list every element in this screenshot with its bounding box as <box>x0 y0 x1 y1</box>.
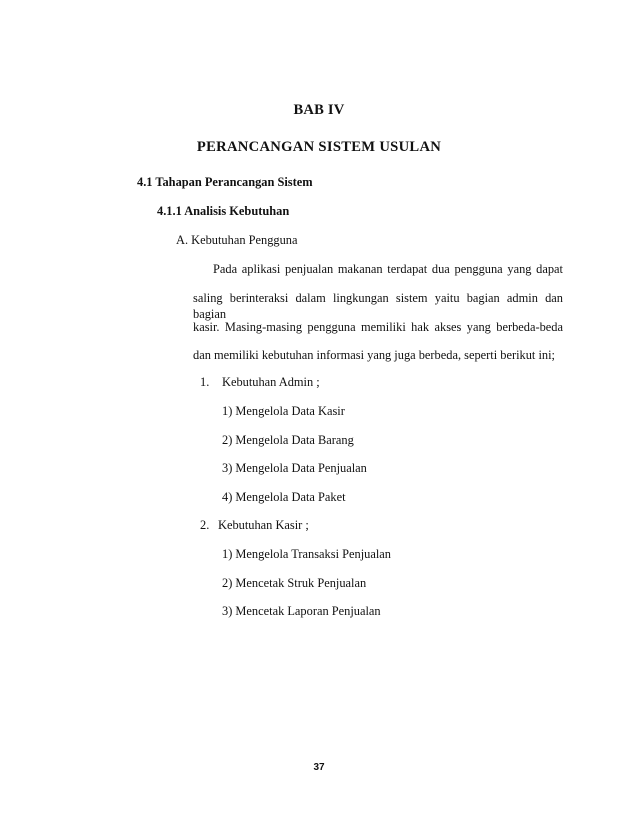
subheading: A. Kebutuhan Pengguna <box>176 233 298 247</box>
paragraph-line: saling berinteraksi dalam lingkungan sistem yaitu bagian admin dan bagian <box>193 291 563 321</box>
list-item: 2) Mencetak Struk Penjualan <box>222 576 367 590</box>
section-heading: 4.1 Tahapan Perancangan Sistem <box>137 175 313 189</box>
list-number-admin: 1. <box>200 375 210 389</box>
list-item: 4) Mengelola Data Paket <box>222 490 346 504</box>
paragraph-line: dan memiliki kebutuhan informasi yang juga berbeda, seperti berikut ini; <box>193 348 555 362</box>
list-item: 2) Mengelola Data Barang <box>222 433 354 447</box>
chapter-title: PERANCANGAN SISTEM USULAN <box>196 139 442 155</box>
list-number-kasir: 2. <box>200 518 210 532</box>
list-label-kasir: Kebutuhan Kasir ; <box>218 518 309 532</box>
chapter-heading: BAB IV <box>293 102 345 118</box>
list-item: 3) Mengelola Data Penjualan <box>222 461 367 475</box>
list-item: 1) Mengelola Data Kasir <box>222 404 345 418</box>
list-item: 1) Mengelola Transaksi Penjualan <box>222 547 391 561</box>
page-number: 37 <box>313 762 325 773</box>
list-label-admin: Kebutuhan Admin ; <box>222 375 320 389</box>
subsection-heading: 4.1.1 Analisis Kebutuhan <box>157 204 290 218</box>
paragraph-line: kasir. Masing-masing pengguna memiliki hak akses yang berbeda-beda <box>193 320 563 334</box>
paragraph-line: Pada aplikasi penjualan makanan terdapat dua pengguna yang dapat <box>213 262 563 276</box>
list-item: 3) Mencetak Laporan Penjualan <box>222 604 381 618</box>
